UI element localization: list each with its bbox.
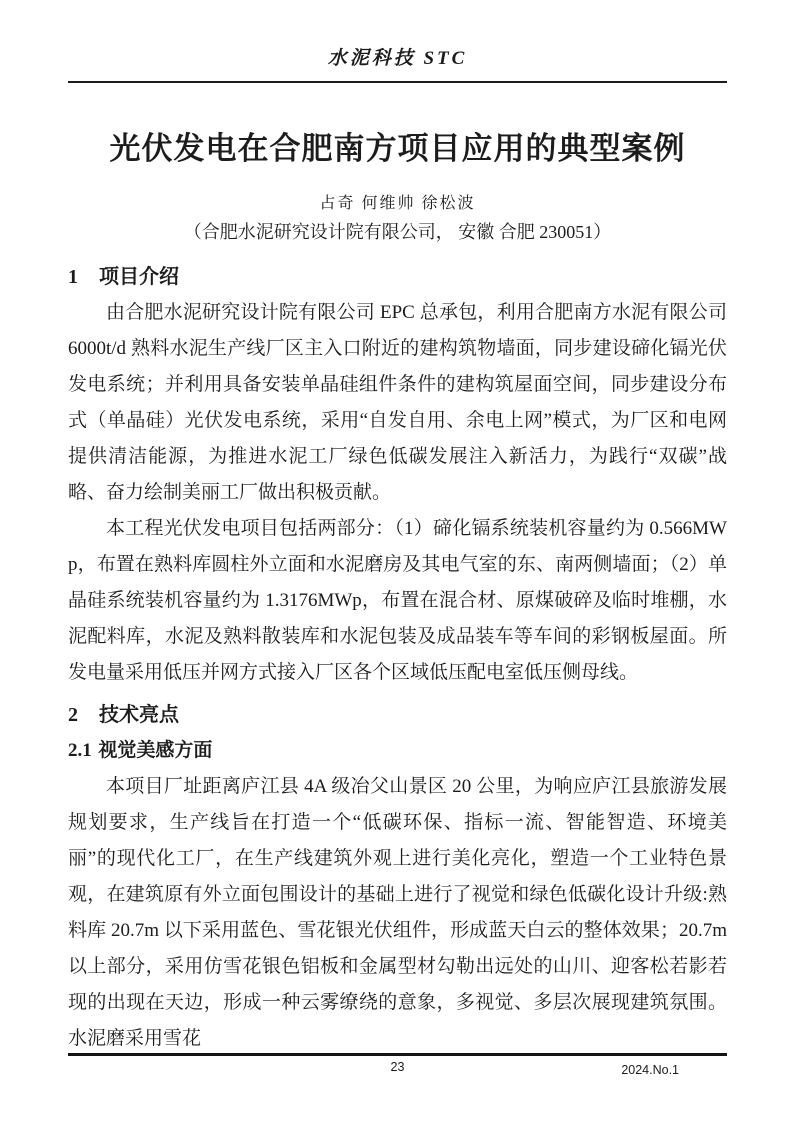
header-rule xyxy=(68,81,727,83)
paragraph: 本项目厂址距离庐江县 4A 级冶父山景区 20 公里，为响应庐江县旅游发展规划要求，生产线旨在打造一个“低碳环保、指标一流、智能智造、环境美丽”的现代化工厂，在生产线建筑外观上进行美化亮化，塑造一个工业特色景观，在建筑原有外立面包围设计的基础上进行了视觉和绿色低碳化设计升级:熟料库 20.7m 以下采用蓝色、雪花银光伏组件，形成蓝天白云的整体效果；20.7m 以上部分，采用仿雪花银色铝板和金属型材勾勒出远处的山川、迎客松若影若现的出现在天边，形成一种云雾缭绕的意象，多视觉、多层次展现建筑氛围。水泥磨采用雪花 xyxy=(68,776,727,1049)
paragraph: 由合肥水泥研究设计院有限公司 EPC 总承包，利用合肥南方水泥有限公司 6000t/d 熟料水泥生产线厂区主入口附近的建构筑物墙面，同步建设碲化镉光伏发电系统；并利用具备安装单晶硅组件条件的建构筑屋面空间，同步建设分布式（单晶硅）光伏发电系统，采用“自发自用、余电上网”模式，为厂区和电网提供清洁能源，为推进水泥工厂绿色低碳发展注入新活力，为践行“双碳”战略、奋力绘制美丽工厂做出积极贡献。 xyxy=(68,302,727,503)
page-footer xyxy=(68,1053,727,1075)
section-heading-2 xyxy=(68,697,727,733)
subsection-heading-2-1 xyxy=(68,733,727,769)
running-header xyxy=(68,0,727,72)
paragraph: 本工程光伏发电项目包括两部分：（1）碲化镉系统装机容量约为 0.566MWp，布置在熟料库圆柱外立面和水泥磨房及其电气室的东、南两侧墙面；（2）单晶硅系统装机容量约为 1.3176MWp，布置在混合材、原煤破碎及临时堆棚，水泥配料库，水泥及熟料散装库和水泥包装及成品装车等车间的彩钢板屋面。所发电量采用低压并网方式接入厂区各个区域低压配电室低压侧母线。 xyxy=(68,518,727,683)
affiliation-line: （合肥水泥研究设计院有限公司， 安徽 合肥 230051） xyxy=(183,222,612,242)
authors-line: 占奇 何维帅 徐松波 xyxy=(319,195,476,212)
journal-title: 水泥科技 STC xyxy=(327,48,468,69)
section-title: 项目介绍 xyxy=(99,266,179,288)
subsection-number: 2.1 xyxy=(68,740,92,761)
subsection-title: 视觉美感方面 xyxy=(98,740,213,761)
article-title: 光伏发电在合肥南方项目应用的典型案例 xyxy=(109,131,686,166)
section-title: 技术亮点 xyxy=(99,704,179,726)
issue-number: 2024.No.1 xyxy=(621,1063,679,1077)
section-number: 1 xyxy=(68,266,78,288)
section-heading-1 xyxy=(68,259,727,295)
page-number: 23 xyxy=(390,1060,405,1074)
section-number: 2 xyxy=(68,704,78,726)
